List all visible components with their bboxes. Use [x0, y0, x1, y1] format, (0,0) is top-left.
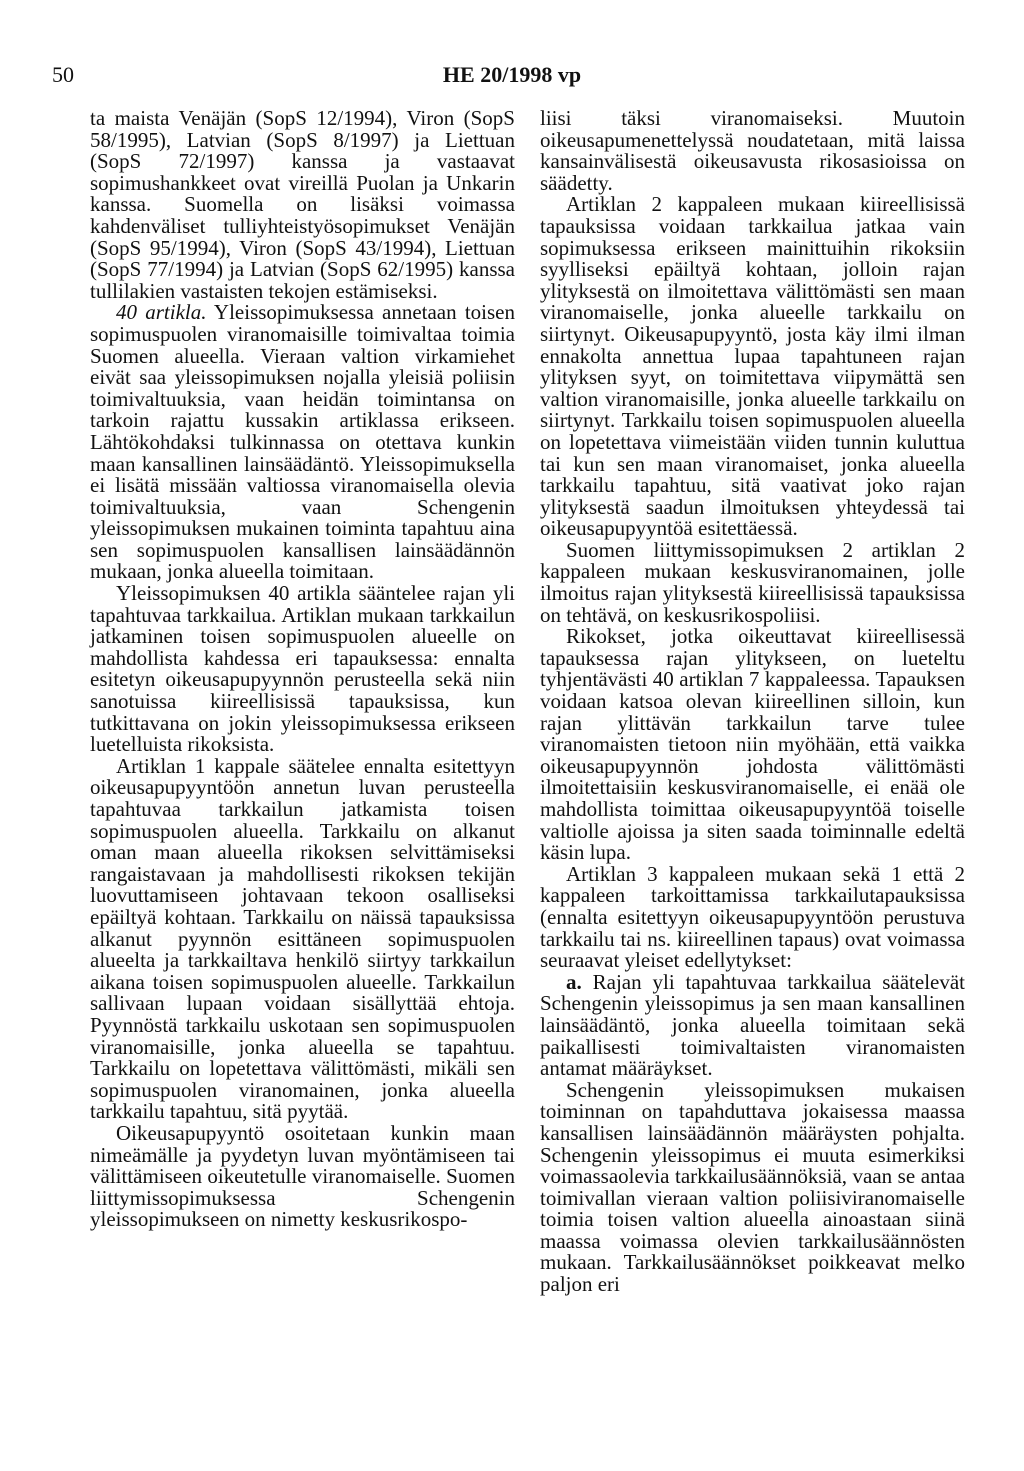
- left-paragraph-1: ta maista Venäjän (SopS 12/1994), Viron (SopS 58/1995), Latvian (SopS 8/1997) ja Liettuan (SopS 72/1997) kanssa ja vastaavat sopimushankkeet ovat vireillä Puolan ja Unkarin kanssa. Suomella on lisäksi voimassa kahdenväliset tulliyhteistyösopimukset Venäjän (SopS 95/1994), Viron (SopS 43/1994), Liettuan (SopS 77/1994) ja Latvian (SopS 62/1995) kanssa tullilakien vastaisten tekojen estämiseksi.: [90, 106, 515, 303]
- left-paragraph-4: Artiklan 1 kappale säätelee ennalta esitettyyn oikeusapupyyntöön annetun luvan perusteella tapahtuvaa tarkkailun jatkamista toisen sopimuspuolen alueella. Tarkkailu on alkanut oman maan alueella rikoksen selvittämiseksi rangaistavaan ja mahdollisesti rikoksen tekijän luovuttamiseen johtavaan tekoon osalliseksi epäiltyä kohtaan. Tarkkailu on näissä tapauksissa alkanut pyynnön esittäneen sopimuspuolen alueelta ja tarkkailtava henkilö siirtyy tarkkailun aikana toisen sopimuspuolen alueelle. Tarkkailun sallivaan lupaan voidaan sisällyttää ehtoja. Pyynnöstä tarkkailu uskotaan sen sopimuspuolen viranomaisille, jonka alueella se tapahtuu. Tarkkailu on lopetettava välittömästi, mikäli sen sopimuspuolen viranomainen, jonka alueella tarkkailu tapahtuu, sitä pyytää.: [90, 753, 515, 1124]
- right-paragraph-5: Artiklan 3 kappaleen mukaan sekä 1 että 2 kappaleen tarkoittamissa tarkkailutapauksissa (ennalta esitettyyn oikeusapupyyntöön perustuva tarkkailu tai ns. kiireellinen tapaus) ovat voimassa seuraavat yleiset edellytykset:: [540, 861, 965, 973]
- right-paragraph-3: Suomen liittymissopimuksen 2 artiklan 2 kappaleen mukaan keskusviranomainen, jolle ilmoitus rajan ylityksestä kiireellisissä tapauksissa on tehtävä, on keskusrikospoliisi.: [540, 537, 965, 627]
- page-number: 50: [52, 62, 74, 87]
- left-column: [90, 108, 515, 1231]
- right-paragraph-4: Rikokset, jotka oikeuttavat kiireellisessä tapauksessa rajan ylitykseen, on lueteltu tyhjentävästi 40 artiklan 7 kappaleessa. Tapauksen voidaan katsoa olevan kiireellinen silloin, kun rajan ylittävän tarkkailun tarve tulee viranomaisten tietoon niin myöhään, että vaikka oikeusapupyynnön johdosta välittömästi ilmoitettaisiin keskusviranomaiselle, ei enää ole mahdollista toimittaa oikeusapupyyntöä toiselle valtiolle ajoissa ja siten saada toiminnalle edeltä käsin lupa.: [540, 624, 965, 865]
- right-column: [540, 108, 965, 1296]
- left-paragraph-3: Yleissopimuksen 40 artikla sääntelee rajan yli tapahtuvaa tarkkailua. Artiklan mukaan tarkkailun jatkaminen toisen sopimuspuolen alueelle on mahdollista kahdessa eri tapauksessa: ennalta esitetyn oikeusapupyynnön perusteella sekä niin sanotuissa kiireellisissä tapauksissa, kun tutkittavana on jokin yleissopimuksessa erikseen luetelluista rikoksista.: [90, 581, 515, 757]
- right-paragraph-2: Artiklan 2 kappaleen mukaan kiireellisissä tapauksissa voidaan tarkkailua jatkaa vain sopimuksessa erikseen mainittuihin rikoksiin syylliseksi epäiltyä kohtaan, jolloin rajan ylityksestä on ilmoitettava välittömästi sen maan viranomaiselle, jonka alueelle tarkkailu on siirtynyt. Oikeusapupyyntö, josta käy ilmi ilman ennakolta annettua lupaa tapahtuneen rajan ylityksen syyt, on toimitettava viipymättä sen valtion viranomaisille, jonka alueelle tarkkailu on siirtynyt. Tarkkailu toisen sopimuspuolen alueella on lopetettava viimeistään viiden tunnin kuluttua tai kun sen maan viranomaiset, jonka alueella tarkkailu tapahtuu, sitä vaativat joko rajan ylityksestä saadun ilmoituksen yhteydessä tai oikeusapupyyntöä esitettäessä.: [540, 192, 965, 541]
- left-paragraph-2: [90, 302, 515, 583]
- list-label-a: a.: [566, 969, 582, 994]
- right-paragraph-7: Schengenin yleissopimuksen mukaisen toiminnan on tapahduttava jokaisessa maassa kansallisen lainsäädännön määräysten pohjalta. Schengenin yleissopimus ei muuta esimerkiksi voimassaolevia tarkkailusäännöksiä, vaan se antaa toimivallan vieraan valtion poliisiviranomaiselle toimia toisen valtion alueella ainoastaan siinä maassa voimassa olevien tarkkailusäännösten mukaan. Tarkkailusäännökset poikkeavat melko paljon eri: [540, 1077, 965, 1297]
- running-head: HE 20/1998 vp: [442, 62, 582, 87]
- left-paragraph-5: Oikeusapupyyntö osoitetaan kunkin maan nimeämälle ja pyydetyn luvan myöntämiseen tai välittämiseen oikeutetulle viranomaiselle. Suomen liittymissopimuksessa Schengenin yleissopimukseen on nimetty keskusrikospo-: [90, 1120, 515, 1232]
- left-paragraph-2-text: Yleissopimuksessa annetaan toisen sopimuspuolen viranomaisille toimivaltaa toimia Suomen alueella. Vieraan valtion virkamiehet eivät saa yleissopimuksen nojalla yleisiä poliisin toimivaltuuksia, vaan heidän toimintansa on tarkoin rajattu kussakin artiklassa erikseen. Lähtökohdaksi tulkinnassa on otettava kunkin maan kansallinen lainsäädäntö. Yleissopimuksella ei lisätä missään valtiossa viranomaisella olevia toimivaltuuksia, vaan Schengenin yleissopimuksen mukainen toiminta tapahtuu aina sen sopimuspuolen kansallisen lainsäädännön mukaan, jonka alueella toimitaan.: [90, 300, 516, 584]
- right-paragraph-6: [540, 969, 965, 1081]
- right-paragraph-6-text: Rajan yli tapahtuvaa tarkkailua säätelevät Schengenin yleissopimus ja sen maan kansallinen lainsäädäntö, jonka alueella toimitaan sekä paikallisesti toimivaltaisten viranomaisten antamat määräykset.: [540, 969, 965, 1081]
- right-paragraph-1: liisi täksi viranomaiseksi. Muutoin oikeusapumenettelyssä noudatetaan, mitä laissa kansainvälisestä oikeusavusta rikosasioissa on säädetty.: [540, 106, 965, 195]
- article-label: 40 artikla.: [116, 300, 207, 325]
